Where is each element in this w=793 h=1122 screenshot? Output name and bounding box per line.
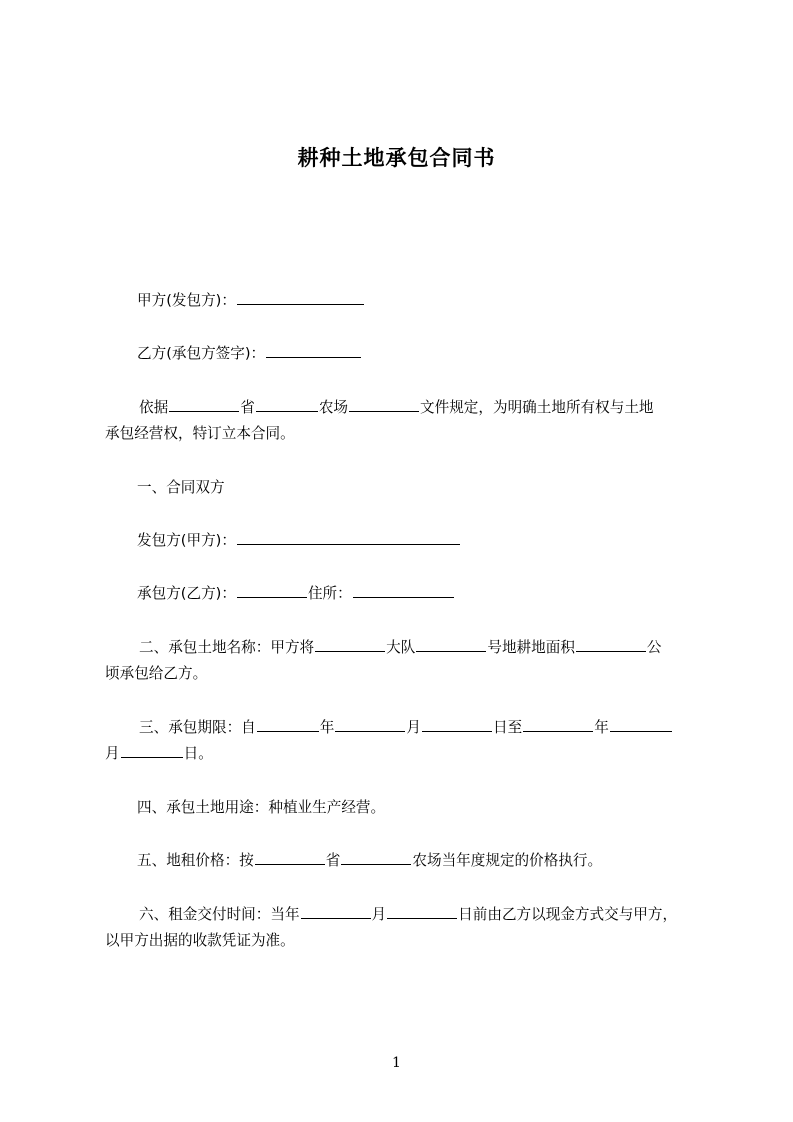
intro-blank-2[interactable] bbox=[256, 396, 318, 412]
section-6-line-2: 以甲方出据的收款凭证为准。 bbox=[105, 932, 295, 949]
section-6-text: 月 bbox=[371, 906, 387, 923]
section-2-text: 公 bbox=[646, 639, 662, 656]
party-a-blank[interactable] bbox=[237, 289, 364, 305]
party-b-line bbox=[105, 341, 737, 367]
section-3-line-2 bbox=[105, 741, 705, 767]
section-2-blank-1[interactable] bbox=[315, 636, 385, 652]
intro-text: 省 bbox=[240, 399, 255, 416]
issuer-label: 发包方(甲方)： bbox=[137, 532, 236, 549]
section-2-text: 大队 bbox=[386, 639, 416, 656]
section-1-heading: 一、合同双方 bbox=[137, 479, 225, 496]
section-3-text: 年 bbox=[319, 719, 335, 736]
section-5-text: 省 bbox=[325, 852, 341, 869]
section-2-text: 二、承包土地名称：甲方将 bbox=[139, 639, 315, 656]
section-2-blank-3[interactable] bbox=[576, 636, 646, 652]
section-6-text: 六、租金交付时间：当年 bbox=[139, 906, 300, 923]
section-2-text: 号地耕地面积 bbox=[487, 639, 575, 656]
address-label: 住所： bbox=[307, 585, 352, 602]
intro-blank-1[interactable] bbox=[169, 396, 239, 412]
page-number: 1 bbox=[392, 1055, 401, 1071]
party-b-label: 乙方(承包方签字)： bbox=[137, 345, 266, 362]
section-5-text: 农场当年度规定的价格执行。 bbox=[412, 852, 603, 869]
intro-text: 农场 bbox=[318, 399, 349, 416]
section-6-blank-2[interactable] bbox=[387, 903, 457, 919]
section-5-line bbox=[105, 848, 737, 874]
section-3-blank-6[interactable] bbox=[121, 742, 183, 758]
party-a-label: 甲方(发包方)： bbox=[137, 292, 236, 309]
intro-text: 依据 bbox=[139, 399, 169, 416]
section-6-text: 日前由乙方以现金方式交与甲方， bbox=[458, 906, 678, 923]
contractor-line bbox=[105, 581, 737, 607]
section-4-line: 四、承包土地用途：种植业生产经营。 bbox=[137, 799, 386, 816]
section-3-text: 月 bbox=[406, 719, 421, 736]
issuer-blank[interactable] bbox=[237, 529, 460, 545]
section-3-line-1 bbox=[105, 715, 739, 741]
section-3-text: 日。 bbox=[183, 745, 213, 762]
contractor-blank[interactable] bbox=[237, 582, 307, 598]
section-3-blank-1[interactable] bbox=[257, 716, 319, 732]
issuer-line bbox=[105, 528, 737, 554]
section-3-blank-4[interactable] bbox=[523, 716, 593, 732]
section-3-text: 月 bbox=[105, 745, 120, 762]
section-3-blank-3[interactable] bbox=[422, 716, 492, 732]
document-title: 耕种土地承包合同书 bbox=[297, 146, 496, 170]
section-5-blank-1[interactable] bbox=[255, 849, 325, 865]
section-6-line-1 bbox=[105, 902, 739, 928]
section-3-text: 三、承包期限：自 bbox=[139, 719, 256, 736]
contractor-label: 承包方(乙方)： bbox=[137, 585, 236, 602]
section-2-line-2: 顷承包给乙方。 bbox=[105, 665, 208, 682]
section-3-text: 年 bbox=[594, 719, 609, 736]
section-3-blank-2[interactable] bbox=[335, 716, 405, 732]
intro-blank-3[interactable] bbox=[349, 396, 419, 412]
section-2-line-1 bbox=[105, 635, 739, 661]
party-a-line bbox=[105, 288, 737, 314]
party-b-blank[interactable] bbox=[266, 342, 361, 358]
intro-line-2: 承包经营权，特订立本合同。 bbox=[105, 425, 295, 442]
section-2-blank-2[interactable] bbox=[416, 636, 486, 652]
address-blank[interactable] bbox=[353, 582, 454, 598]
intro-text: 文件规定，为明确土地所有权与土地 bbox=[420, 399, 654, 416]
intro-line-1 bbox=[105, 395, 739, 421]
section-5-blank-2[interactable] bbox=[341, 849, 411, 865]
section-3-text: 日至 bbox=[492, 719, 523, 736]
section-5-text: 五、地租价格：按 bbox=[137, 852, 254, 869]
section-3-blank-5[interactable] bbox=[610, 716, 672, 732]
section-6-blank-1[interactable] bbox=[301, 903, 371, 919]
